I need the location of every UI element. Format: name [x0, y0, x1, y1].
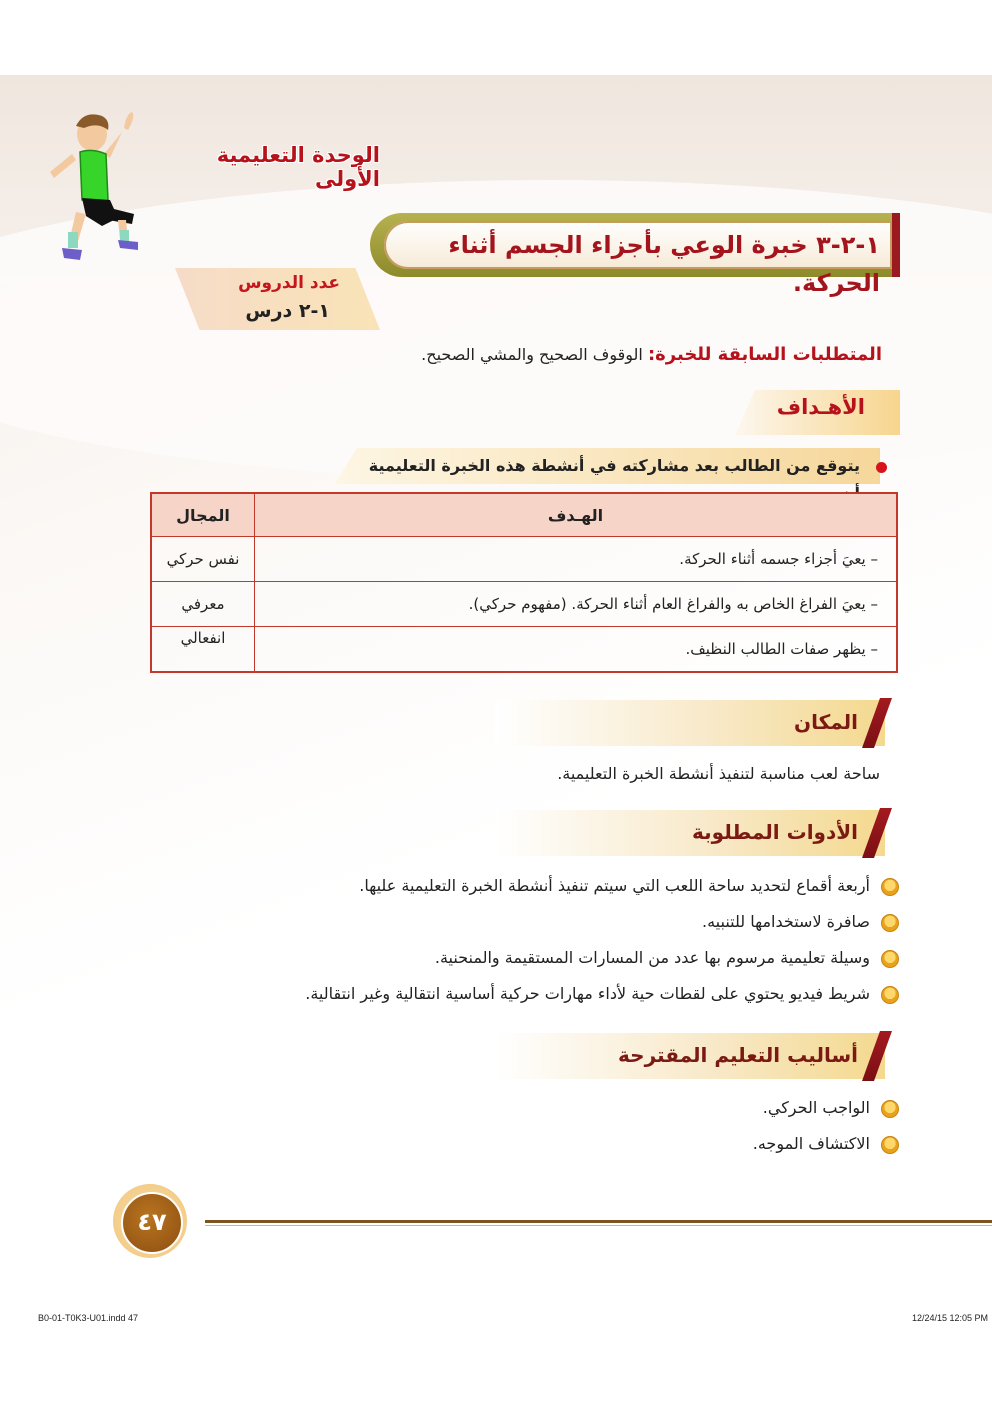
- goals-table: [150, 492, 898, 673]
- lessons-count-value: ١-٢ درس: [245, 300, 330, 322]
- goal-cell: – يعيَ أجزاء جسمه أثناء الحركة.: [255, 537, 898, 582]
- list-item: شريط فيديو يحتوي على لقطات حية لأداء مهارات حركية أساسية انتقالية وغير انتقالية.: [305, 984, 870, 1003]
- bullet-icon: [881, 1136, 899, 1154]
- expectation-text: يتوقع من الطالب بعد مشاركته في أنشطة هذه الخبرة التعليمية: [368, 456, 860, 475]
- page-number: ٤٧: [121, 1192, 183, 1254]
- table-row: [151, 627, 897, 673]
- domain-cell: نفس حركي: [151, 537, 255, 582]
- print-timestamp: 12/24/15 12:05 PM: [911, 1313, 988, 1323]
- lessons-count-label: عدد الدروس: [238, 273, 340, 293]
- unit-title: الوحدة التعليمية الأولى: [216, 143, 380, 191]
- list-item: الواجب الحركي.: [762, 1098, 870, 1117]
- domain-cell: معرفي: [151, 582, 255, 627]
- footer-rule-thin: [205, 1225, 992, 1226]
- place-text: ساحة لعب مناسبة لتنفيذ أنشطة الخبرة التعليمية.: [557, 764, 880, 783]
- prerequisites-text: الوقوف الصحيح والمشي الصحيح.: [421, 345, 648, 364]
- table-row: [151, 582, 897, 627]
- footer-rule: [205, 1220, 992, 1223]
- goal-cell: – يعيَ الفراغ الخاص به والفراغ العام أثناء الحركة. (مفهوم حركي).: [255, 582, 898, 627]
- place-section-title: المكان: [794, 710, 858, 734]
- list-item: الاكتشاف الموجه.: [752, 1134, 870, 1153]
- prerequisites: [300, 340, 882, 370]
- domain-cell: انفعالي: [151, 627, 255, 673]
- goal-column-header: الهـدف: [255, 493, 898, 537]
- title-banner-end: [892, 213, 900, 277]
- lesson-title: ١-٢-٣ خبرة الوعي بأجزاء الجسم أثناء الحركة.: [448, 231, 880, 297]
- bullet-icon: [881, 986, 899, 1004]
- print-file-info: B0-01-T0K3-U01.indd 47: [38, 1313, 139, 1323]
- bullet-icon: [881, 878, 899, 896]
- table-row: [151, 537, 897, 582]
- bullet-icon: [881, 1100, 899, 1118]
- runner-illustration: [40, 108, 150, 278]
- methods-section-title: أساليب التعليم المقترحة: [618, 1043, 858, 1067]
- bullet-icon: [881, 950, 899, 968]
- table-header-row: [151, 493, 897, 537]
- prerequisites-label: المتطلبات السابقة للخبرة:: [647, 344, 882, 365]
- goals-title: الأهـداف: [776, 395, 865, 419]
- bullet-icon: [881, 914, 899, 932]
- bullet-dot-icon: [876, 462, 887, 473]
- list-item: صافرة لاستخدامها للتنبيه.: [702, 912, 870, 931]
- tools-section-title: الأدوات المطلوبة: [692, 820, 858, 844]
- domain-column-header: المجال: [151, 493, 255, 537]
- list-item: أربعة أقماع لتحديد ساحة اللعب التي سيتم تنفيذ أنشطة الخبرة التعليمية عليها.: [359, 876, 870, 895]
- list-item: وسيلة تعليمية مرسوم بها عدد من المسارات المستقيمة والمنحنية.: [434, 948, 870, 967]
- goal-cell: – يظهر صفات الطالب النظيف.: [255, 627, 898, 673]
